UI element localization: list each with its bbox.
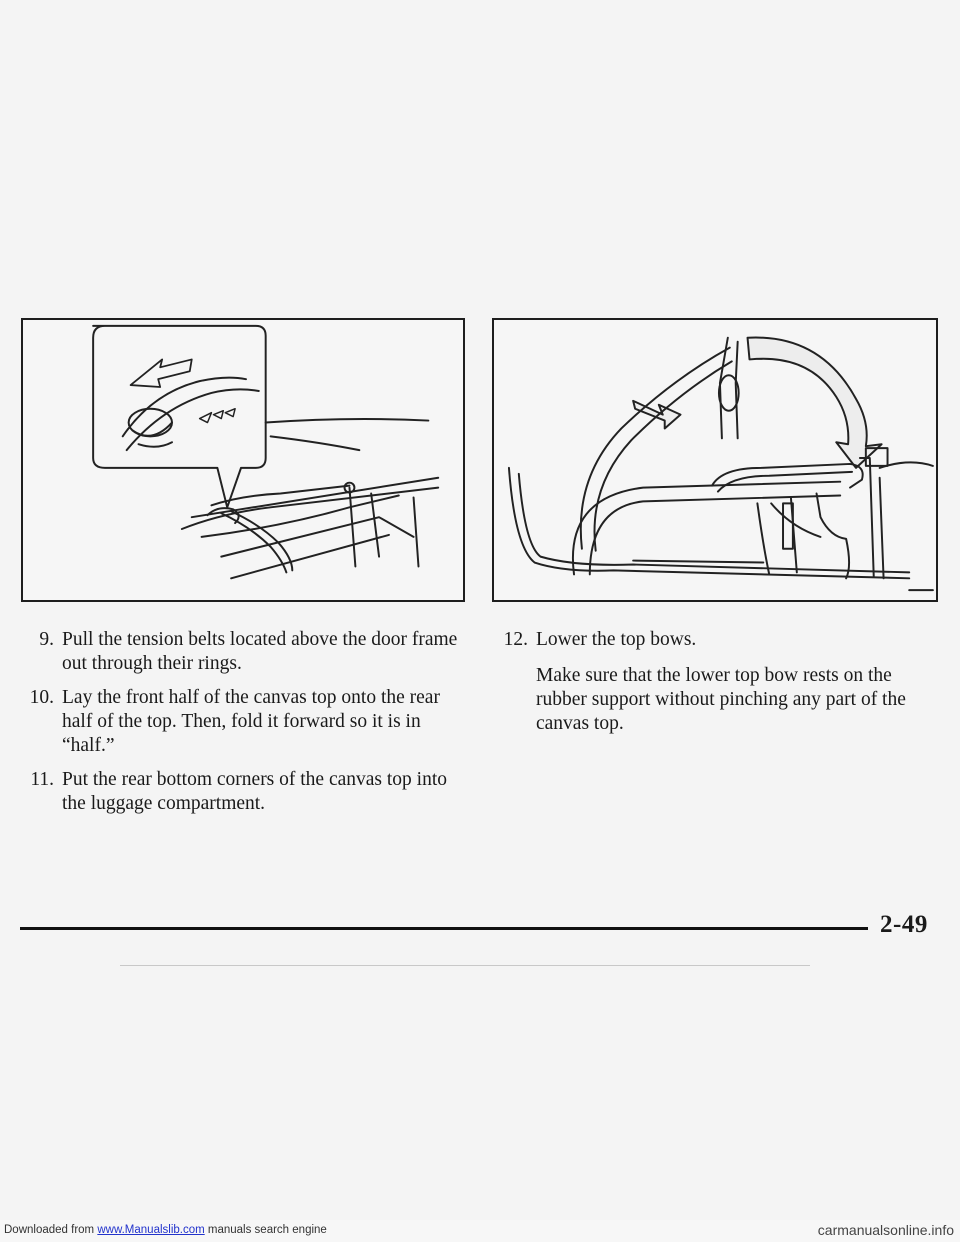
page-number: 2-49 [880,911,928,938]
step-text: Put the rear bottom corners of the canvas top into the luggage compartment. [62,769,448,814]
step-number: 11. [30,769,54,790]
step-12 [494,628,934,736]
tension-belt-drawing [23,320,463,600]
step-text: Lay the front half of the canvas top onto the rear half of the top. Then, fold it forward so it is in “half.” [62,687,440,756]
download-credit [4,1224,327,1236]
step-number: 12. [503,629,528,650]
tension-belt-illustration [21,318,465,602]
manualslib-link[interactable]: www.Manualslib.com [97,1224,205,1236]
step-text: Pull the tension belts located above the door frame out through their rings. [62,629,458,674]
footer-bar [0,1220,960,1242]
top-bows-drawing [494,320,936,600]
step-note: Make sure that the lower top bow rests on the rubber support without pinching any part of the canvas top. [536,665,906,734]
step-11 [20,768,460,816]
step-text: Lower the top bows. [536,629,697,650]
bottom-rule [20,927,868,930]
step-number: 9. [39,629,54,650]
steps-left-column [20,628,460,826]
credit-suffix: manuals search engine [204,1224,327,1236]
credit-prefix: Downloaded from [4,1224,98,1236]
step-10 [20,686,460,758]
step-9 [20,628,460,676]
watermark-text: carmanualsonline.info [817,1222,954,1238]
top-bows-illustration [492,318,938,602]
steps-right-column [494,628,934,746]
step-number: 10. [29,687,54,708]
faint-scan-line [120,965,810,966]
